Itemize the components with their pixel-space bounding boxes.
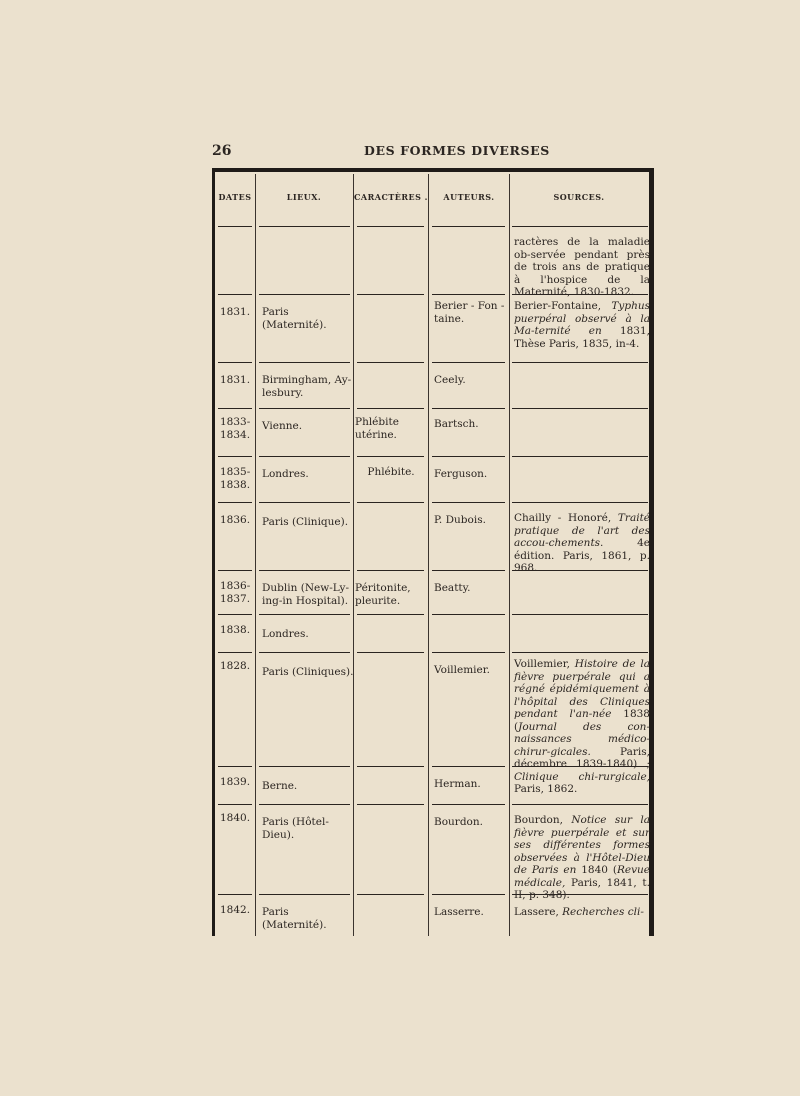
table-cell-source: Voillemier, Histoire de la fièvre puerpérale qui a régné épidémiquement à l'hôpital des Cliniques pendant l'an-née 1838 (Journal des con-naissances médico-chirur-gicales. Paris, décembre 1839-1840) ; Clinique chi-rurgicale, Paris, 1862. bbox=[514, 658, 650, 795]
row-rule bbox=[432, 502, 505, 503]
table-cell-author: Voillemier. bbox=[434, 664, 490, 676]
row-rule bbox=[259, 502, 350, 503]
table-cell-date: 1833- 1834. bbox=[220, 416, 251, 441]
row-rule bbox=[218, 766, 252, 767]
row-rule bbox=[357, 362, 424, 363]
table-cell-author: Berier - Fon - taine. bbox=[434, 300, 505, 325]
row-rule bbox=[218, 456, 252, 457]
row-rule bbox=[512, 502, 648, 503]
table-cell-source: Bourdon, Notice sur la fièvre puerpérale et sur ses différentes formes observées à l'Hôtel-Dieu de Paris en 1840 (Revue médicale, Paris, 1841, t. II, p. 348). bbox=[514, 814, 651, 901]
row-rule bbox=[259, 294, 350, 295]
table-cell-place: Dublin (New-Ly-ing-in Hospital). bbox=[262, 582, 350, 607]
row-rule bbox=[259, 894, 350, 895]
table-cell-date: 1831. bbox=[220, 306, 251, 318]
row-rule bbox=[357, 226, 424, 227]
row-rule bbox=[259, 804, 350, 805]
row-rule bbox=[357, 894, 424, 895]
table-cell-source: Chailly - Honoré, Traité pratique de l'art des accou-chements. 4e édition. Paris, 1861, p. 968. bbox=[514, 512, 650, 574]
row-rule bbox=[218, 570, 252, 571]
table-cell-author: Ferguson. bbox=[434, 468, 488, 480]
table-cell-author: Beatty. bbox=[434, 582, 471, 594]
row-rule bbox=[432, 894, 505, 895]
row-rule bbox=[357, 766, 424, 767]
table-cell-place: Berne. bbox=[262, 780, 298, 792]
row-rule bbox=[432, 614, 505, 615]
table-cell-place: Londres. bbox=[262, 468, 309, 480]
column-separator bbox=[428, 174, 429, 936]
row-rule bbox=[218, 652, 252, 653]
row-rule bbox=[259, 570, 350, 571]
page-header bbox=[212, 140, 652, 162]
row-rule bbox=[432, 294, 505, 295]
table-cell-place: Paris (Hôtel-Dieu). bbox=[262, 816, 329, 841]
row-rule bbox=[512, 456, 648, 457]
row-rule bbox=[218, 804, 252, 805]
row-rule bbox=[432, 456, 505, 457]
row-rule bbox=[512, 226, 648, 227]
row-rule bbox=[259, 226, 350, 227]
table-cell-character: Péritonite, pleurite. bbox=[355, 582, 411, 607]
row-rule bbox=[432, 408, 505, 409]
row-rule bbox=[357, 804, 424, 805]
row-rule bbox=[432, 362, 505, 363]
table-cell-character: Phlébite utérine. bbox=[355, 416, 399, 441]
row-rule bbox=[432, 804, 505, 805]
table-cell-author: Lasserre. bbox=[434, 906, 484, 918]
row-rule bbox=[357, 408, 424, 409]
row-rule bbox=[357, 652, 424, 653]
column-header-dates: DATES bbox=[218, 192, 252, 202]
table-cell-date: 1840. bbox=[220, 812, 251, 824]
row-rule bbox=[432, 226, 505, 227]
row-rule bbox=[357, 570, 424, 571]
row-rule bbox=[259, 652, 350, 653]
row-rule bbox=[259, 766, 350, 767]
table-cell-author: Bartsch. bbox=[434, 418, 479, 430]
table-cell-author: Bourdon. bbox=[434, 816, 483, 828]
column-header-lieux: LIEUX. bbox=[286, 192, 322, 202]
row-rule bbox=[218, 408, 252, 409]
column-header-sources: SOURCES. bbox=[553, 192, 605, 202]
row-rule bbox=[218, 894, 252, 895]
table-cell-place: Paris (Clinique). bbox=[262, 516, 349, 528]
table-cell-character: Phlébite. bbox=[367, 466, 415, 478]
row-rule bbox=[512, 652, 648, 653]
table-cell-date: 1836. bbox=[220, 514, 251, 526]
table-cell-author: Herman. bbox=[434, 778, 481, 790]
table-cell-date: 1838. bbox=[220, 624, 251, 636]
row-rule bbox=[512, 362, 648, 363]
row-rule bbox=[259, 408, 350, 409]
row-rule bbox=[218, 226, 252, 227]
row-rule bbox=[218, 614, 252, 615]
table-header-row bbox=[212, 186, 654, 208]
table-cell-date: 1839. bbox=[220, 776, 251, 788]
table-cell-source: Berier-Fontaine, Typhus puerpéral observé à la Ma-ternité en 1831, Thèse Paris, 1835, in-4. bbox=[514, 300, 650, 350]
table-cell-date: 1835- 1838. bbox=[220, 466, 251, 491]
table-cell-place: Paris (Cliniques). bbox=[262, 666, 354, 678]
table-left-rule bbox=[212, 168, 215, 936]
table-cell-place: Paris (Maternité). bbox=[262, 306, 327, 331]
row-rule bbox=[512, 408, 648, 409]
table-cell-place: Birmingham, Ay-lesbury. bbox=[262, 374, 352, 399]
table-cell-source: ractères de la maladie ob-servée pendant près de trois ans de pratique à l'hospice de la Maternité, 1830-1832. bbox=[514, 236, 650, 298]
column-header-auteurs: AUTEURS. bbox=[443, 192, 495, 202]
row-rule bbox=[512, 614, 648, 615]
table-cell-date: 1842. bbox=[220, 904, 251, 916]
row-rule bbox=[218, 294, 252, 295]
table-cell-date: 1831. bbox=[220, 374, 251, 386]
row-rule bbox=[512, 804, 648, 805]
table-cell-place: Vienne. bbox=[262, 420, 303, 432]
row-rule bbox=[432, 652, 505, 653]
running-head: DES FORMES DIVERSES bbox=[364, 143, 550, 158]
table-cell-date: 1828. bbox=[220, 660, 251, 672]
row-rule bbox=[259, 614, 350, 615]
table-cell-author: P. Dubois. bbox=[434, 514, 486, 526]
row-rule bbox=[357, 502, 424, 503]
column-separator bbox=[509, 174, 510, 936]
row-rule bbox=[432, 570, 505, 571]
table-cell-place: Londres. bbox=[262, 628, 309, 640]
row-rule bbox=[218, 362, 252, 363]
row-rule bbox=[432, 766, 505, 767]
table-cell-date: 1836- 1837. bbox=[220, 580, 251, 605]
row-rule bbox=[357, 294, 424, 295]
row-rule bbox=[218, 502, 252, 503]
table-cell-source: Lassere, Recherches cli- bbox=[514, 906, 644, 918]
page-number: 26 bbox=[212, 143, 232, 159]
epidemics-table bbox=[212, 168, 654, 936]
row-rule bbox=[259, 456, 350, 457]
column-header-caracteres: CARACTÈRES . bbox=[354, 192, 428, 202]
row-rule bbox=[357, 456, 424, 457]
table-cell-place: Paris (Maternité). bbox=[262, 906, 327, 931]
table-top-rule bbox=[212, 168, 654, 172]
table-cell-author: Ceely. bbox=[434, 374, 466, 386]
row-rule bbox=[357, 614, 424, 615]
row-rule bbox=[259, 362, 350, 363]
